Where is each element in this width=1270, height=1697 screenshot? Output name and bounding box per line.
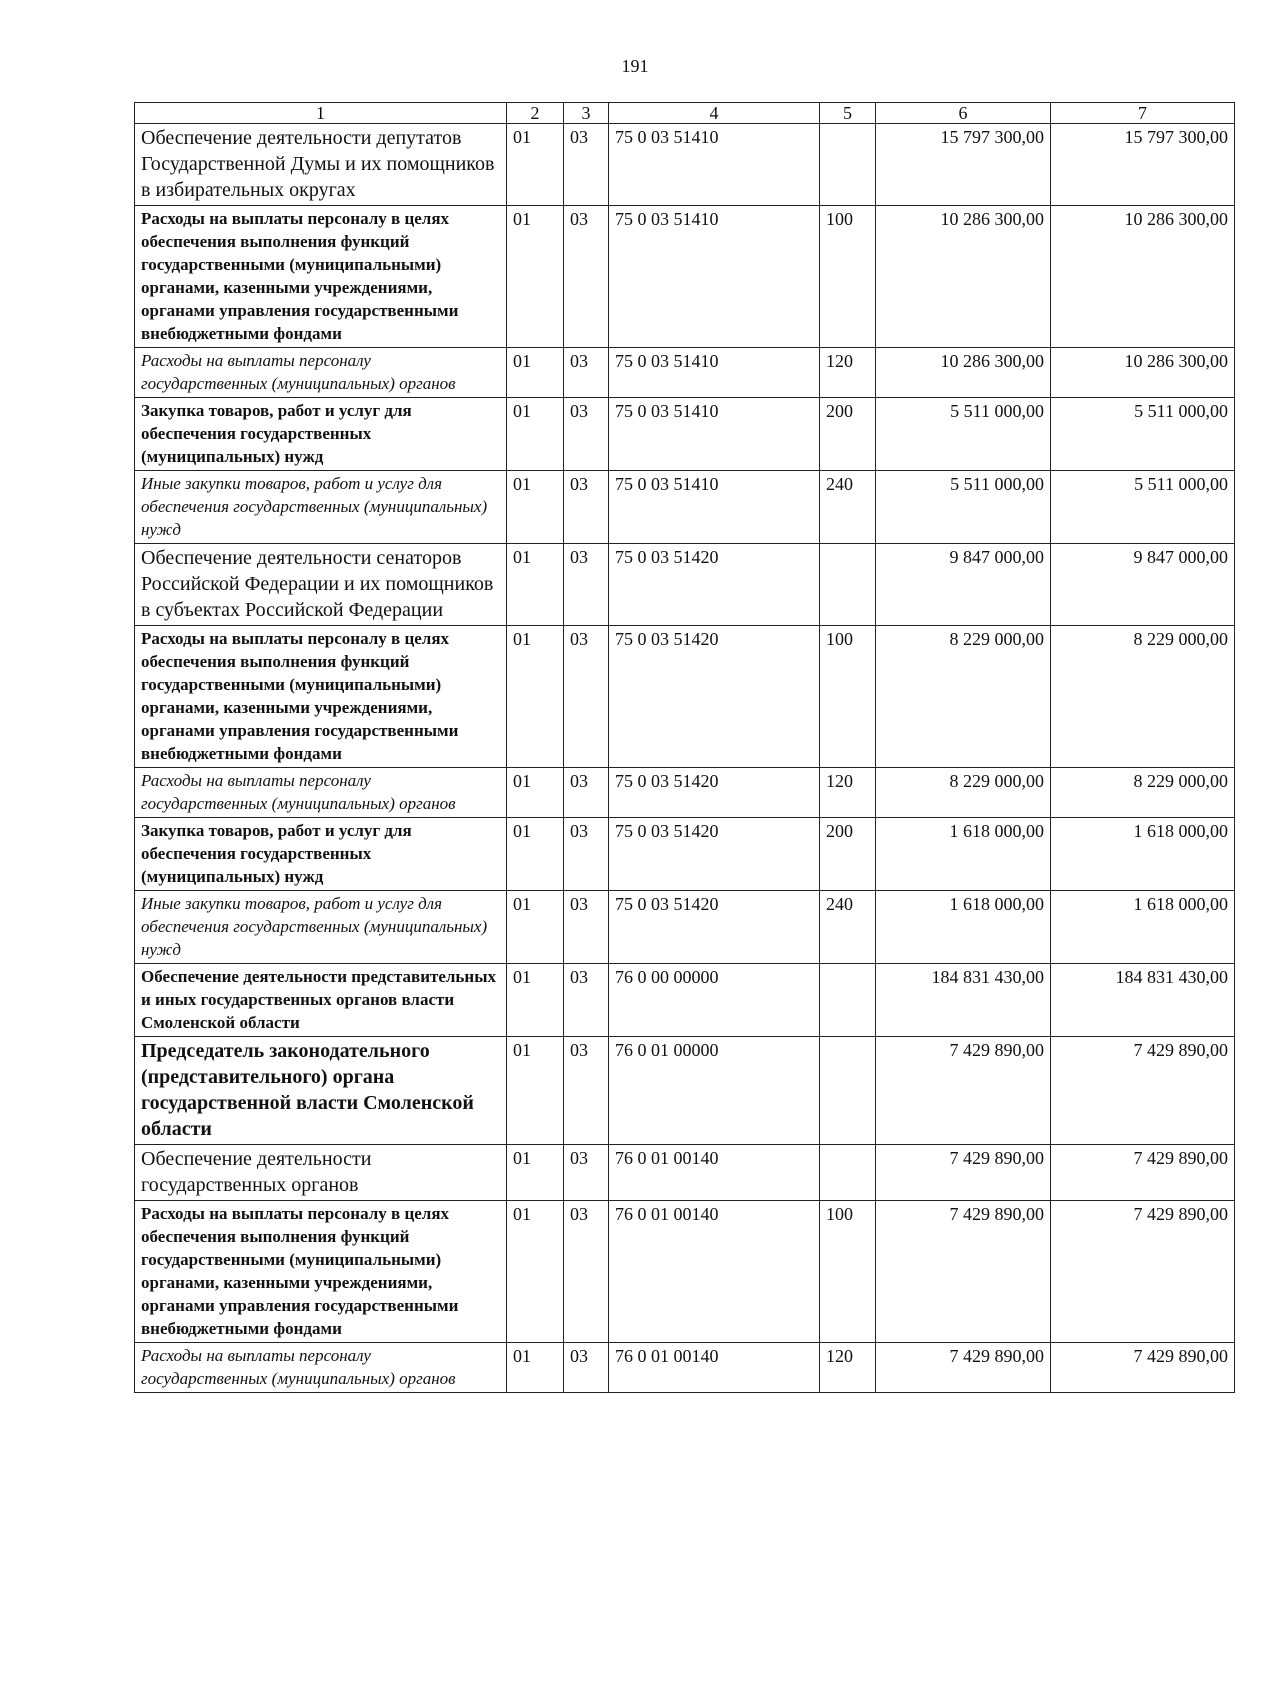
item-name: Расходы на выплаты персоналу государственных (муниципальных) органов [135,348,507,398]
section-code: 01 [507,206,564,348]
subsection-code: 03 [564,206,609,348]
amount-year-2: 10 286 300,00 [1051,348,1235,398]
expense-type-code [820,1037,876,1145]
expense-type-code: 100 [820,206,876,348]
item-name: Расходы на выплаты персоналу в целях обеспечения выполнения функций государственными (муниципальными) органами, казенными учреждениями, органами управления государственными внебюджетными фондами [135,206,507,348]
amount-year-1: 7 429 890,00 [876,1343,1051,1393]
section-code: 01 [507,1343,564,1393]
subsection-code: 03 [564,964,609,1037]
amount-year-2: 5 511 000,00 [1051,471,1235,544]
header-row [135,103,1235,124]
subsection-code: 03 [564,1037,609,1145]
amount-year-2: 10 286 300,00 [1051,206,1235,348]
section-code: 01 [507,626,564,768]
amount-year-2: 7 429 890,00 [1051,1037,1235,1145]
amount-year-2: 7 429 890,00 [1051,1201,1235,1343]
expense-type-code [820,964,876,1037]
table-row [135,544,1235,626]
amount-year-1: 7 429 890,00 [876,1145,1051,1201]
item-name: Иные закупки товаров, работ и услуг для обеспечения государственных (муниципальных) нужд [135,471,507,544]
item-name: Обеспечение деятельности сенаторов Российской Федерации и их помощников в субъектах Российской Федерации [135,544,507,626]
item-name: Иные закупки товаров, работ и услуг для обеспечения государственных (муниципальных) нужд [135,891,507,964]
target-article-code: 75 0 03 51420 [609,544,820,626]
amount-year-2: 8 229 000,00 [1051,768,1235,818]
page-number: 191 [621,56,649,76]
subsection-code: 03 [564,471,609,544]
subsection-code: 03 [564,124,609,206]
amount-year-1: 1 618 000,00 [876,891,1051,964]
amount-year-2: 184 831 430,00 [1051,964,1235,1037]
item-name: Обеспечение деятельности государственных органов [135,1145,507,1201]
amount-year-2: 9 847 000,00 [1051,544,1235,626]
expense-type-code: 120 [820,348,876,398]
amount-year-1: 7 429 890,00 [876,1037,1051,1145]
amount-year-1: 5 511 000,00 [876,471,1051,544]
item-name: Расходы на выплаты персоналу государственных (муниципальных) органов [135,1343,507,1393]
subsection-code: 03 [564,818,609,891]
section-code: 01 [507,891,564,964]
amount-year-1: 10 286 300,00 [876,348,1051,398]
table-row [135,1037,1235,1145]
subsection-code: 03 [564,891,609,964]
amount-year-1: 184 831 430,00 [876,964,1051,1037]
amount-year-1: 10 286 300,00 [876,206,1051,348]
expense-type-code: 100 [820,1201,876,1343]
amount-year-2: 7 429 890,00 [1051,1145,1235,1201]
column-header: 2 [507,103,564,124]
expense-type-code [820,1145,876,1201]
budget-table [134,102,1235,1393]
section-code: 01 [507,1201,564,1343]
amount-year-1: 9 847 000,00 [876,544,1051,626]
amount-year-1: 1 618 000,00 [876,818,1051,891]
expense-type-code: 240 [820,471,876,544]
table-row [135,964,1235,1037]
target-article-code: 75 0 03 51410 [609,348,820,398]
subsection-code: 03 [564,1201,609,1343]
subsection-code: 03 [564,1343,609,1393]
target-article-code: 75 0 03 51420 [609,768,820,818]
section-code: 01 [507,964,564,1037]
section-code: 01 [507,124,564,206]
table-row [135,1201,1235,1343]
item-name: Расходы на выплаты персоналу в целях обеспечения выполнения функций государственными (муниципальными) органами, казенными учреждениями, органами управления государственными внебюджетными фондами [135,626,507,768]
target-article-code: 76 0 01 00000 [609,1037,820,1145]
subsection-code: 03 [564,1145,609,1201]
amount-year-2: 8 229 000,00 [1051,626,1235,768]
amount-year-2: 7 429 890,00 [1051,1343,1235,1393]
section-code: 01 [507,544,564,626]
column-header: 1 [135,103,507,124]
section-code: 01 [507,348,564,398]
column-header: 5 [820,103,876,124]
amount-year-2: 1 618 000,00 [1051,818,1235,891]
column-header: 7 [1051,103,1235,124]
target-article-code: 75 0 03 51420 [609,891,820,964]
table-row [135,124,1235,206]
item-name: Расходы на выплаты персоналу государственных (муниципальных) органов [135,768,507,818]
target-article-code: 76 0 01 00140 [609,1343,820,1393]
table-row [135,768,1235,818]
section-code: 01 [507,1037,564,1145]
column-header: 4 [609,103,820,124]
table-row [135,1343,1235,1393]
target-article-code: 75 0 03 51410 [609,471,820,544]
table-row [135,891,1235,964]
expense-type-code: 240 [820,891,876,964]
item-name: Обеспечение деятельности представительных и иных государственных органов власти Смоленской области [135,964,507,1037]
amount-year-1: 5 511 000,00 [876,398,1051,471]
amount-year-2: 1 618 000,00 [1051,891,1235,964]
subsection-code: 03 [564,768,609,818]
section-code: 01 [507,818,564,891]
item-name: Закупка товаров, работ и услуг для обеспечения государственных (муниципальных) нужд [135,818,507,891]
subsection-code: 03 [564,348,609,398]
section-code: 01 [507,1145,564,1201]
expense-type-code: 200 [820,818,876,891]
target-article-code: 75 0 03 51410 [609,398,820,471]
item-name: Расходы на выплаты персоналу в целях обеспечения выполнения функций государственными (муниципальными) органами, казенными учреждениями, органами управления государственными внебюджетными фондами [135,1201,507,1343]
table-row [135,206,1235,348]
amount-year-1: 15 797 300,00 [876,124,1051,206]
section-code: 01 [507,398,564,471]
amount-year-2: 15 797 300,00 [1051,124,1235,206]
amount-year-1: 8 229 000,00 [876,626,1051,768]
item-name: Председатель законодательного (представительного) органа государственной власти Смоленской области [135,1037,507,1145]
table-row [135,818,1235,891]
expense-type-code: 120 [820,1343,876,1393]
table-row [135,348,1235,398]
table-row [135,471,1235,544]
item-name: Обеспечение деятельности депутатов Государственной Думы и их помощников в избирательных округах [135,124,507,206]
table-row [135,626,1235,768]
column-header: 3 [564,103,609,124]
table-row [135,398,1235,471]
amount-year-2: 5 511 000,00 [1051,398,1235,471]
section-code: 01 [507,471,564,544]
column-header: 6 [876,103,1051,124]
target-article-code: 76 0 00 00000 [609,964,820,1037]
amount-year-1: 7 429 890,00 [876,1201,1051,1343]
section-code: 01 [507,768,564,818]
item-name: Закупка товаров, работ и услуг для обеспечения государственных (муниципальных) нужд [135,398,507,471]
subsection-code: 03 [564,398,609,471]
target-article-code: 75 0 03 51410 [609,206,820,348]
target-article-code: 75 0 03 51420 [609,818,820,891]
subsection-code: 03 [564,626,609,768]
target-article-code: 76 0 01 00140 [609,1201,820,1343]
table-row [135,1145,1235,1201]
expense-type-code: 100 [820,626,876,768]
target-article-code: 75 0 03 51420 [609,626,820,768]
expense-type-code [820,544,876,626]
amount-year-1: 8 229 000,00 [876,768,1051,818]
expense-type-code: 120 [820,768,876,818]
expense-type-code [820,124,876,206]
target-article-code: 76 0 01 00140 [609,1145,820,1201]
target-article-code: 75 0 03 51410 [609,124,820,206]
expense-type-code: 200 [820,398,876,471]
subsection-code: 03 [564,544,609,626]
